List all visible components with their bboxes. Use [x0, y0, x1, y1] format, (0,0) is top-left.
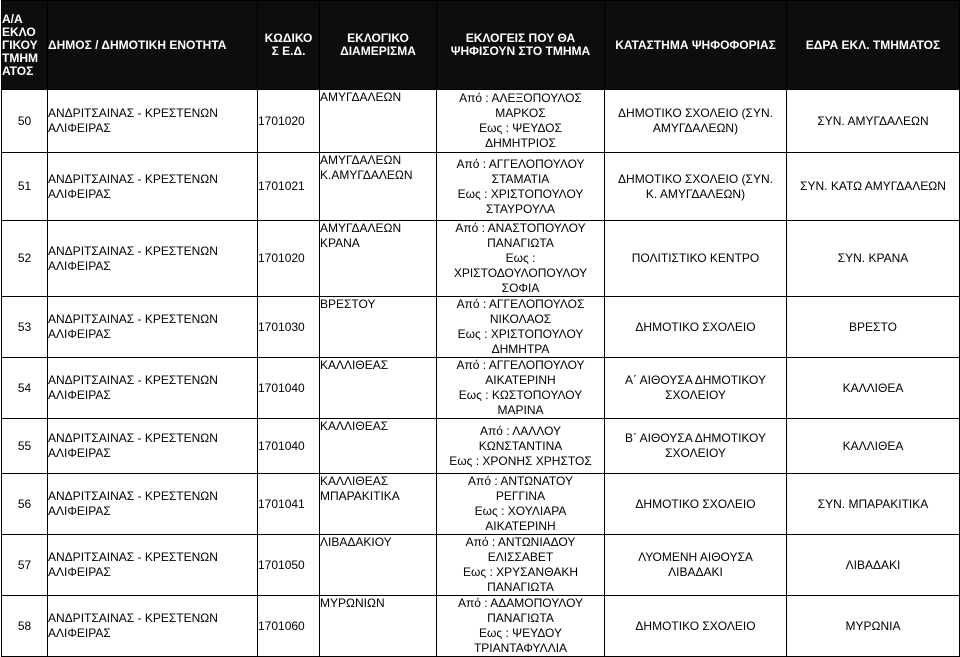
table-row [2, 358, 960, 419]
voters-range-line: ΣΟΦΙΑ [501, 281, 540, 295]
code-cell [258, 596, 320, 657]
voters-range-cell [437, 297, 605, 358]
header-code-line: ΚΩΔΙΚΟ [264, 31, 313, 45]
voters-range-cell [437, 221, 605, 297]
section-number: 52 [17, 251, 32, 265]
voters-range-line: Εως : ΧΟΥΛΙΑΡΑ [474, 504, 567, 518]
municipality-line: ΑΛΙΦΕΙΡΑΣ [48, 258, 111, 273]
municipality-line: ΑΝΔΡΙΤΣΑΙΝΑΣ - ΚΡΕΣΤΕΝΩΝ [48, 171, 218, 186]
voters-range-line: Από : ΑΓΓΕΛΟΠΟΥΛΟΣ [456, 297, 585, 311]
polling-place-cell [605, 535, 787, 596]
municipality-line: ΑΝΔΡΙΤΣΑΙΝΑΣ - ΚΡΕΣΤΕΝΩΝ [48, 106, 218, 120]
table-row [2, 596, 960, 657]
district-line: ΜΠΑΡΑΚΙΤΙΚΑ [320, 489, 400, 503]
municipality-line: ΑΛΙΦΕΙΡΑΣ [48, 626, 111, 640]
voters-range-line: ΑΙΚΑΤΕΡΙΝΗ [485, 519, 556, 533]
district-cell [320, 153, 437, 221]
seat-cell [787, 358, 960, 419]
municipality-line: ΑΝΔΡΙΤΣΑΙΝΑΣ - ΚΡΕΣΤΕΝΩΝ [48, 373, 218, 387]
polling-place-line: ΔΗΜΟΤΙΚΟ ΣΧΟΛΕΙΟ [635, 496, 756, 511]
voters-range-line: ΜΑΡΙΝΑ [497, 403, 544, 417]
district-line: ΚΡΑΝΑ [320, 236, 360, 250]
polling-place-cell [605, 474, 787, 535]
polling-place-cell [605, 358, 787, 419]
header-seat-label: ΕΔΡΑ ΕΚΛ. ΤΜΗΜΑΤΟΣ [805, 37, 941, 52]
header-number [2, 1, 48, 90]
polling-stations-table [1, 0, 960, 657]
header-row [2, 1, 960, 90]
seat-cell [787, 90, 960, 153]
district-code: 1701030 [258, 319, 305, 334]
voters-range-line: ΝΙΚΟΛΑΟΣ [489, 312, 552, 326]
section-seat: ΚΑΛΛΙΘΕΑ [842, 438, 904, 453]
district-cell [320, 221, 437, 297]
polling-place-line: ΑΜΥΓΔΑΛΕΩΝ) [652, 121, 739, 135]
polling-place-line: ΠΟΛΙΤΙΣΤΙΚΟ ΚΕΝΤΡΟ [631, 251, 760, 265]
voters-range-line: ΜΑΡΚΟΣ [495, 106, 546, 120]
section-number-cell [2, 297, 48, 358]
voters-range-line: Από : ΑΝΤΩΝΑΤΟΥ [468, 474, 573, 488]
municipality-line: ΑΛΙΦΕΙΡΑΣ [48, 186, 111, 201]
section-seat: ΒΡΕΣΤΟ [849, 319, 897, 334]
district-code: 1701041 [258, 496, 305, 511]
section-number: 56 [17, 496, 32, 511]
voters-range-line: Από : ΑΔΑΜΟΠΟΥΛΟΥ [457, 596, 584, 610]
header-voters-line: ΕΚΛΟΓΕΙΣ ΠΟΥ ΘΑ [465, 31, 576, 45]
voters-range-line: ΕΛΙΣΣΑΒΕΤ [487, 550, 554, 564]
district-line: Κ.ΑΜΥΓΔΑΛΕΩΝ [320, 168, 413, 182]
district-cell [320, 297, 437, 358]
municipality-line: ΑΛΙΦΕΙΡΑΣ [48, 121, 111, 135]
district-code: 1701040 [258, 380, 305, 395]
municipality-line: ΑΝΔΡΙΤΣΑΙΝΑΣ - ΚΡΕΣΤΕΝΩΝ [48, 243, 218, 258]
code-cell [258, 297, 320, 358]
section-seat: ΚΑΛΛΙΘΕΑ [842, 380, 904, 395]
municipality-line: ΑΝΔΡΙΤΣΑΙΝΑΣ - ΚΡΕΣΤΕΝΩΝ [48, 611, 218, 625]
seat-cell [787, 419, 960, 474]
district-cell [320, 90, 437, 153]
municipality-cell [48, 596, 258, 657]
district-line: ΜΥΡΩΝΙΩΝ [320, 596, 385, 610]
header-number-line: ΓΙΚΟΥ [2, 37, 38, 52]
section-number: 50 [17, 113, 32, 128]
section-number-cell [2, 474, 48, 535]
voters-range-line: Από : ΛΑΛΛΟΥ [479, 423, 562, 438]
section-number-cell [2, 90, 48, 153]
section-number: 58 [17, 618, 32, 633]
table-row [2, 535, 960, 596]
voters-range-line: Από : ΑΝΤΩΝΙΑΔΟΥ [465, 535, 576, 549]
table-row [2, 221, 960, 297]
section-number: 54 [17, 380, 32, 395]
polling-place-cell [605, 419, 787, 474]
district-code: 1701040 [258, 438, 305, 453]
municipality-line: ΑΝΔΡΙΤΣΑΙΝΑΣ - ΚΡΕΣΤΕΝΩΝ [48, 431, 218, 445]
municipality-line: ΑΛΙΦΕΙΡΑΣ [48, 565, 111, 579]
voters-range-line: Εως : ΚΩΣΤΟΠΟΥΛΟΥ [458, 388, 583, 402]
district-code: 1701020 [258, 251, 305, 265]
section-number-cell [2, 596, 48, 657]
header-code-line: Σ Ε.Δ. [271, 44, 306, 58]
section-number: 51 [17, 179, 32, 193]
district-cell [320, 535, 437, 596]
district-line: ΑΜΥΓΔΑΛΕΩΝ [320, 90, 402, 104]
voters-range-line: Εως : [505, 251, 536, 265]
table-row [2, 297, 960, 358]
polling-place-line: ΛΙΒΑΔΑΚΙ [668, 565, 723, 579]
section-number-cell [2, 153, 48, 221]
header-voters [437, 1, 605, 90]
section-number-cell [2, 535, 48, 596]
municipality-line: ΑΛΙΦΕΙΡΑΣ [48, 327, 111, 341]
municipality-cell [48, 90, 258, 153]
voters-range-line: Εως : ΨΕΥΔΟΣ [479, 121, 562, 135]
section-seat: ΛΙΒΑΔΑΚΙ [845, 557, 901, 572]
seat-cell [787, 297, 960, 358]
voters-range-line: ΚΩΝΣΤΑΝΤΙΝΑ [478, 438, 563, 453]
section-seat: ΣΥΝ. ΑΜΥΓΔΑΛΕΩΝ [817, 113, 929, 128]
header-municipality-label: ΔΗΜΟΣ / ΔΗΜΟΤΙΚΗ ΕΝΟΤΗΤΑ [48, 37, 227, 52]
seat-cell [787, 596, 960, 657]
code-cell [258, 535, 320, 596]
voters-range-line: ΠΑΝΑΓΙΩΤΑ [487, 580, 554, 594]
voters-range-line: Εως : ΧΡΙΣΤΟΠΟΥΛΟΥ [457, 186, 584, 201]
district-code: 1701020 [258, 113, 305, 128]
polling-place-cell [605, 297, 787, 358]
section-number: 53 [17, 319, 32, 334]
voters-range-line: Από : ΑΛΕΞΟΠΟΥΛΟΣ [459, 91, 582, 105]
municipality-cell [48, 419, 258, 474]
seat-cell [787, 153, 960, 221]
district-cell [320, 358, 437, 419]
section-number: 55 [17, 438, 32, 453]
header-district [320, 1, 437, 90]
section-number-cell [2, 358, 48, 419]
district-line: ΚΑΛΛΙΘΕΑΣ [320, 419, 389, 433]
polling-place-line: ΣΧΟΛΕΙΟΥ [665, 446, 726, 460]
voters-range-line: ΠΑΝΑΓΙΩΤΑ [487, 611, 554, 625]
voters-range-line: Εως : ΧΡΥΣΑΝΘΑΚΗ [462, 565, 579, 579]
header-code [258, 1, 320, 90]
polling-place-line: ΔΗΜΟΤΙΚΟ ΣΧΟΛΕΙΟ [635, 319, 756, 334]
header-number-line: Α/Α [2, 11, 23, 26]
voters-range-line: Εως : ΨΕΥΔΟΥ [478, 626, 562, 640]
voters-range-line: ΤΡΙΑΝΤΑΦΥΛΛΙΑ [473, 641, 568, 655]
municipality-line: ΑΝΔΡΙΤΣΑΙΝΑΣ - ΚΡΕΣΤΕΝΩΝ [48, 550, 218, 564]
seat-cell [787, 535, 960, 596]
polling-place-line: ΣΧΟΛΕΙΟΥ [665, 388, 726, 402]
polling-place-line: ΔΗΜΟΤΙΚΟ ΣΧΟΛΕΙΟ [635, 618, 756, 633]
voters-range-line: ΔΗΜΗΤΡΑ [491, 342, 550, 356]
municipality-cell [48, 474, 258, 535]
voters-range-line: ΣΤΑΜΑΤΙΑ [491, 171, 550, 186]
district-cell [320, 419, 437, 474]
municipality-cell [48, 297, 258, 358]
municipality-cell [48, 535, 258, 596]
district-code: 1701021 [258, 179, 305, 193]
district-line: ΒΡΕΣΤΟΥ [320, 297, 376, 311]
code-cell [258, 90, 320, 153]
header-district-line: ΕΚΛΟΓΙΚΟ [347, 31, 409, 45]
district-line: ΚΑΛΛΙΘΕΑΣ [320, 474, 389, 488]
district-line: ΑΜΥΓΔΑΛΕΩΝ [320, 221, 402, 235]
code-cell [258, 221, 320, 297]
voters-range-line: Από : ΑΓΓΕΛΟΠΟΥΛΟΥ [456, 156, 585, 171]
header-number-line: ΕΚΛΟ [2, 24, 36, 39]
polling-place-line: Β΄ ΑΙΘΟΥΣΑ ΔΗΜΟΤΙΚΟΥ [625, 431, 766, 445]
voters-range-line: ΠΑΝΑΓΙΩΤΑ [487, 236, 554, 250]
header-voters-line: ΨΗΦΙΣΟΥΝ ΣΤΟ ΤΜΗΜΑ [450, 44, 591, 58]
polling-place-line: ΛΥΟΜΕΝΗ ΑΙΘΟΥΣΑ [638, 550, 753, 564]
header-number-line: ΑΤΟΣ [2, 63, 34, 78]
section-number-cell [2, 419, 48, 474]
district-line: ΛΙΒΑΔΑΚΙΟΥ [320, 535, 392, 549]
section-number: 57 [17, 557, 32, 572]
table-row [2, 153, 960, 221]
code-cell [258, 474, 320, 535]
code-cell [258, 419, 320, 474]
polling-place-cell [605, 90, 787, 153]
section-number-cell [2, 221, 48, 297]
municipality-cell [48, 358, 258, 419]
polling-place-cell [605, 221, 787, 297]
polling-place-cell [605, 153, 787, 221]
municipality-line: ΑΛΙΦΕΙΡΑΣ [48, 504, 111, 518]
voters-range-cell [437, 474, 605, 535]
header-seat [787, 1, 960, 90]
municipality-line: ΑΝΔΡΙΤΣΑΙΝΑΣ - ΚΡΕΣΤΕΝΩΝ [48, 489, 218, 503]
voters-range-cell [437, 358, 605, 419]
municipality-cell [48, 221, 258, 297]
municipality-line: ΑΛΙΦΕΙΡΑΣ [48, 388, 111, 402]
header-place [605, 1, 787, 90]
voters-range-line: Από : ΑΝΑΣΤΟΠΟΥΛΟΥ [455, 221, 586, 235]
polling-place-line: Α΄ ΑΙΘΟΥΣΑ ΔΗΜΟΤΙΚΟΥ [625, 373, 766, 387]
district-code: 1701050 [258, 557, 305, 572]
table-row [2, 419, 960, 474]
code-cell [258, 358, 320, 419]
polling-place-line: ΔΗΜΟΤΙΚΟ ΣΧΟΛΕΙΟ (ΣΥΝ. [618, 106, 773, 120]
voters-range-line: Από : ΑΓΓΕΛΟΠΟΥΛΟΥ [456, 358, 585, 372]
header-number-line: ΤΜΗΜ [2, 50, 38, 65]
section-seat: ΣΥΝ. ΚΡΑΝΑ [837, 251, 909, 265]
municipality-line: ΑΝΔΡΙΤΣΑΙΝΑΣ - ΚΡΕΣΤΕΝΩΝ [48, 312, 218, 326]
table-row [2, 90, 960, 153]
seat-cell [787, 474, 960, 535]
voters-range-line: ΣΤΑΥΡΟΥΛΑ [485, 201, 556, 216]
header-place-label: ΚΑΤΑΣΤΗΜΑ ΨΗΦΟΦΟΡΙΑΣ [615, 37, 776, 52]
voters-range-line: Εως : ΧΡΙΣΤΟΠΟΥΛΟΥ [457, 327, 584, 341]
voters-range-cell [437, 419, 605, 474]
section-seat: ΜΥΡΩΝΙΑ [845, 618, 901, 633]
voters-range-line: ΧΡΙΣΤΟΔΟΥΛΟΠΟΥΛΟΥ [453, 266, 588, 280]
section-seat: ΣΥΝ. ΜΠΑΡΑΚΙΤΙΚΑ [817, 496, 929, 511]
code-cell [258, 153, 320, 221]
district-line: ΑΜΥΓΔΑΛΕΩΝ [320, 153, 402, 167]
section-seat: ΣΥΝ. ΚΑΤΩ ΑΜΥΓΔΑΛΕΩΝ [800, 179, 946, 193]
district-code: 1701060 [258, 618, 305, 633]
voters-range-line: ΔΗΜΗΤΡΙΟΣ [485, 136, 556, 150]
district-cell [320, 474, 437, 535]
voters-range-cell [437, 535, 605, 596]
header-municipality [48, 1, 258, 90]
polling-place-cell [605, 596, 787, 657]
table-row [2, 474, 960, 535]
district-cell [320, 596, 437, 657]
polling-place-line: Κ. ΑΜΥΓΔΑΛΕΩΝ) [645, 186, 746, 201]
municipality-line: ΑΛΙΦΕΙΡΑΣ [48, 446, 111, 460]
header-district-line: ΔΙΑΜΕΡΙΣΜΑ [340, 44, 416, 58]
voters-range-line: ΑΙΚΑΤΕΡΙΝΗ [485, 373, 556, 387]
municipality-cell [48, 153, 258, 221]
voters-range-line: Εως : ΧΡΟΝΗΣ ΧΡΗΣΤΟΣ [449, 453, 592, 468]
voters-range-cell [437, 596, 605, 657]
voters-range-line: ΡΕΓΓΙΝΑ [495, 489, 546, 503]
district-line: ΚΑΛΛΙΘΕΑΣ [320, 358, 389, 372]
voters-range-cell [437, 153, 605, 221]
seat-cell [787, 221, 960, 297]
voters-range-cell [437, 90, 605, 153]
polling-place-line: ΔΗΜΟΤΙΚΟ ΣΧΟΛΕΙΟ (ΣΥΝ. [618, 171, 773, 186]
